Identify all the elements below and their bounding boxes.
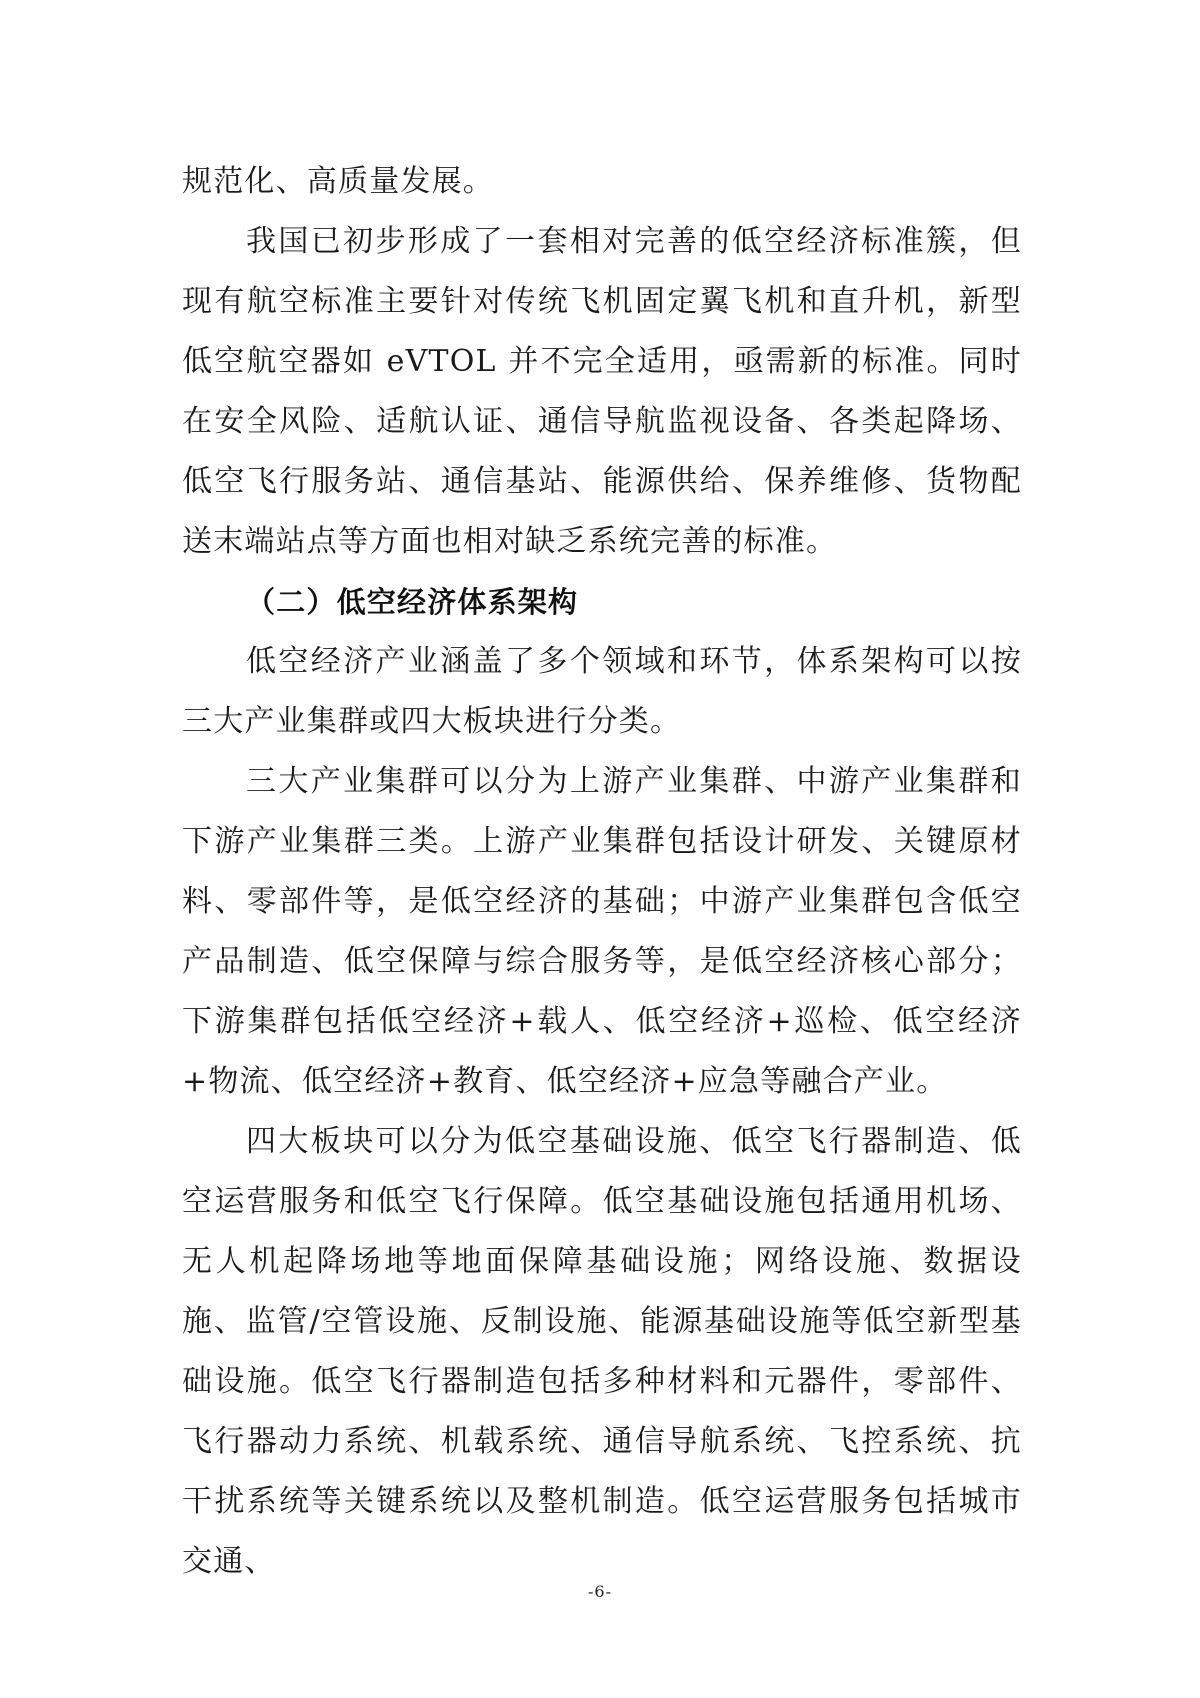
section-heading: （二）低空经济体系架构: [246, 585, 579, 619]
paragraph-industry-clusters: 三大产业集群可以分为上游产业集群、中游产业集群和下游产业集群三类。上游产业集群包括设计研发、关键原材料、零部件等，是低空经济的基础；中游产业集群包含低空产品制造、低空保障与综合服务等，是低空经济核心部分；下游集群包括低空经济+载人、低空经济+巡检、低空经济+物流、低空经济+教育、低空经济+应急等融合产业。: [182, 764, 1022, 1099]
paragraph-standards: 我国已初步形成了一套相对完善的低空经济标准簇，但现有航空标准主要针对传统飞机固定翼飞机和直升机，新型低空航空器如 eVTOL 并不完全适用，亟需新的标准。同时在安全风险、适航认证、通信导航监视设备、各类起降场、低空飞行服务站、通信基站、能源供给、保养维修、货物配送末端站点等方面也相对缺乏系统完善的标准。: [182, 224, 1022, 559]
paragraph-continuation: 规范化、高质量发展。: [182, 164, 494, 199]
page-number: -6-: [588, 1582, 612, 1601]
paragraph-four-sectors: 四大板块可以分为低空基础设施、低空飞行器制造、低空运营服务和低空飞行保障。低空基础设施包括通用机场、无人机起降场地等地面保障基础设施；网络设施、数据设施、监管/空管设施、反制设施、能源基础设施等低空新型基础设施。低空飞行器制造包括多种材料和元器件，零部件、飞行器动力系统、机载系统、通信导航系统、飞控系统、抗干扰系统等关键系统以及整机制造。低空运营服务包括城市交通、: [182, 1124, 1022, 1579]
paragraph-architecture-intro: 低空经济产业涵盖了多个领域和环节，体系架构可以按三大产业集群或四大板块进行分类。: [182, 644, 1022, 739]
body-text: [182, 152, 1022, 1592]
